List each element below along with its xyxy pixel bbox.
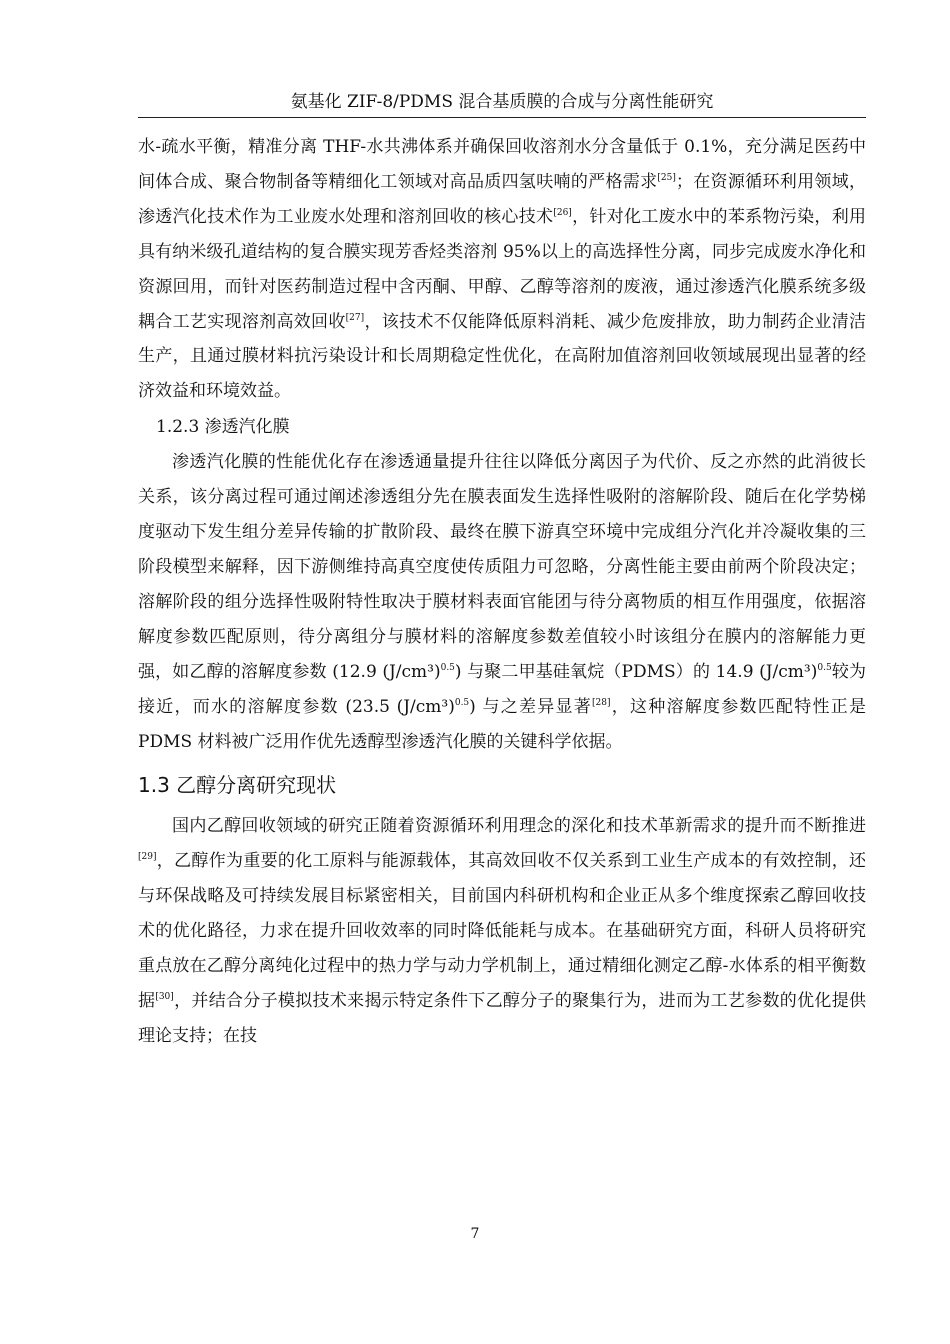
paragraph-ethanol	[138, 809, 866, 1053]
text-run: ) 与聚二甲基硅氧烷（PDMS）的 14.9 (J/cm³)	[454, 661, 818, 682]
header-rule	[138, 117, 866, 118]
citation: [30]	[155, 991, 174, 1002]
text-run: 较为接近，而水的溶解度参数 (23.5 (J/cm³)	[138, 661, 866, 717]
text-run: ，这种溶解度参数匹配特性正是 PDMS 材料被广泛用作优先透醇型渗透汽化膜的关键科学依据。	[138, 696, 867, 752]
citation: [28]	[591, 697, 611, 708]
text-run: ，并结合分子模拟技术来揭示特定条件下乙醇分子的聚集行为，进而为工艺参数的优化提供理论支持；在技	[138, 990, 867, 1046]
text-run: ) 与之差异显著	[469, 696, 592, 717]
text-run: 国内乙醇回收领域的研究正随着资源循环利用理念的深化和技术革新需求的提升而不断推进	[172, 816, 866, 837]
paragraph-continuation	[138, 130, 866, 409]
page-number: 7	[470, 1226, 480, 1242]
superscript: 0.5	[817, 662, 832, 673]
text-run: ，针对化工废水中的苯系物污染，利用具有纳米级孔道结构的复合膜实现芳香烃类溶剂 95%以上的高选择性分离，同步完成废水净化和资源回用，而针对医药制造过程中含丙酮、甲醇、乙醇等溶剂的废液，通过渗透汽化膜系统多级耦合工艺实现溶剂高效回收	[138, 206, 867, 332]
section-heading: 1.3 乙醇分离研究现状	[138, 773, 337, 798]
citation: [29]	[138, 852, 157, 863]
page-body	[138, 130, 866, 1054]
running-header: 氨基化 ZIF-8/PDMS 混合基质膜的合成与分离性能研究	[290, 92, 714, 112]
text-run: ；在资源循环利用领域，渗透汽化技术作为工业废水处理和溶剂回收的核心技术	[138, 171, 867, 227]
citation: [27]	[345, 312, 365, 323]
text-run: 渗透汽化膜的性能优化存在渗透通量提升往往以降低分离因子为代价、反之亦然的此消彼长关系，该分离过程可通过阐述渗透组分先在膜表面发生选择性吸附的溶解阶段、随后在化学势梯度驱动下发生组分差异传输的扩散阶段、最终在膜下游真空环境中完成组分汽化并冷凝收集的三阶段模型来解释，因下游侧维持高真空度使传质阻力可忽略，分离性能主要由前两个阶段决定；溶解阶段的组分选择性吸附特性取决于膜材料表面官能团与待分离物质的相互作用强度，依据溶解度参数匹配原则，待分离组分与膜材料的溶解度参数差值较小时该组分在膜内的溶解能力更强，如乙醇的溶解度参数 (12.9 (J/cm³)	[138, 452, 866, 682]
citation: [25]	[657, 172, 676, 183]
paragraph-pervaporation	[138, 445, 866, 759]
text-run: ，乙醇作为重要的化工原料与能源载体，其高效回收不仅关系到工业生产成本的有效控制，还与环保战略及可持续发展目标紧密相关，目前国内科研机构和企业正从多个维度探索乙醇回收技术的优化路径，力求在提升回收效率的同时降低能耗与成本。在基础研究方面，科研人员将研究重点放在乙醇分离纯化过程中的热力学与动力学机制上，通过精细化测定乙醇-水体系的相平衡数据	[138, 851, 866, 1011]
text-run: 水-疏水平衡，精准分离 THF-水共沸体系并确保回收溶剂水分含量低于 0.1%，充分满足医药中间体合成、聚合物制备等精细化工领域对高品质四氢呋喃的严格需求	[138, 137, 866, 192]
citation: [26]	[553, 207, 572, 218]
text-run: ，该技术不仅能降低原料消耗、减少危废排放，助力制药企业清洁生产，且通过膜材料抗污染设计和长周期稳定性优化，在高附加值溶剂回收领域展现出显著的经济效益和环境效益。	[138, 311, 867, 402]
superscript: 0.5	[440, 662, 455, 673]
subsection-heading: 1.2.3 渗透汽化膜	[156, 417, 290, 438]
superscript: 0.5	[454, 697, 470, 708]
